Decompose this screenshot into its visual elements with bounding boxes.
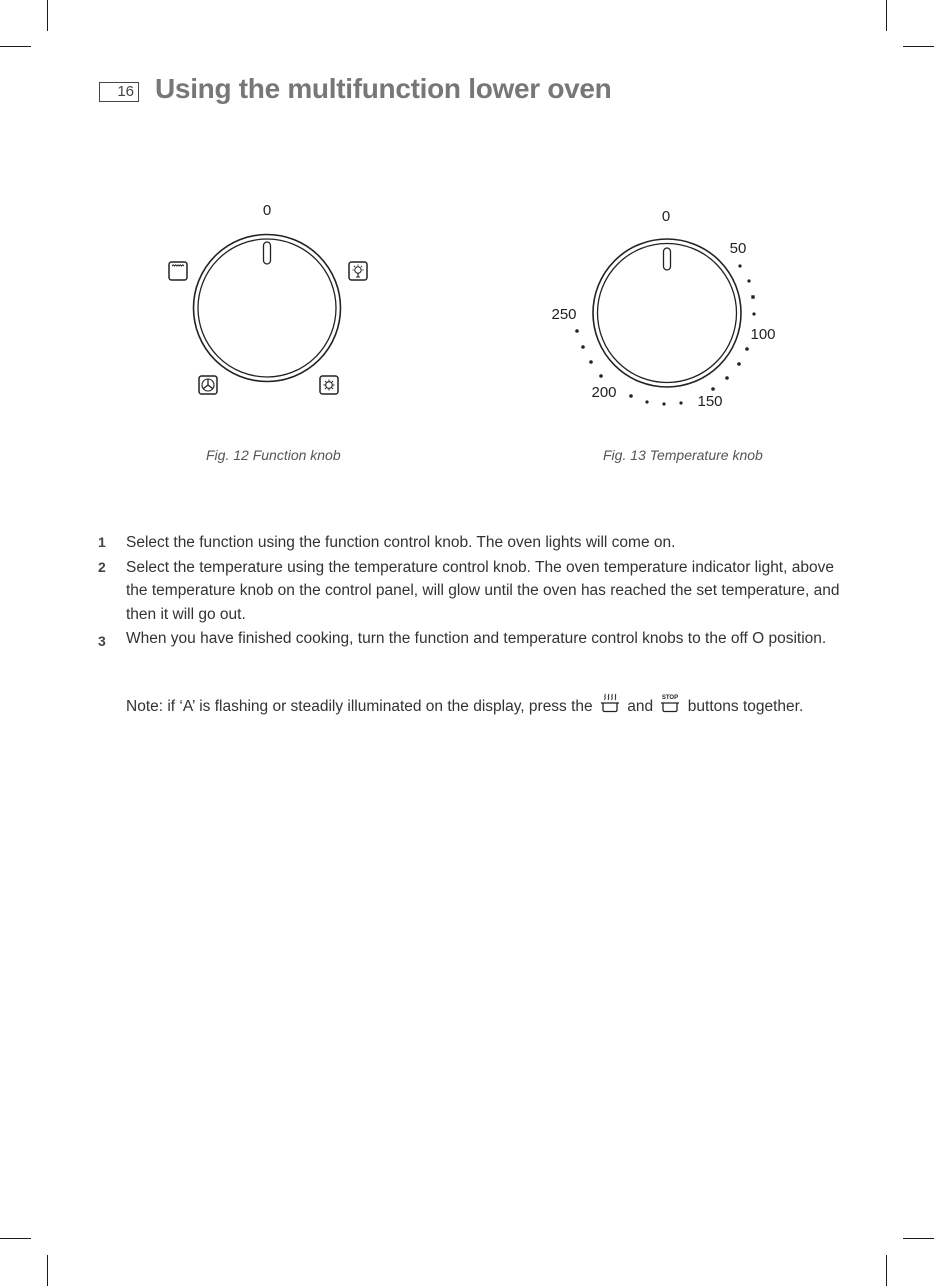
crop-mark xyxy=(886,1255,887,1286)
cooking-time-button-icon xyxy=(599,692,621,714)
oven-top-heat-icon xyxy=(169,262,187,280)
temperature-knob xyxy=(551,208,775,410)
temperature-label: 250 xyxy=(551,306,577,323)
list-item xyxy=(98,556,858,627)
temperature-label: 100 xyxy=(750,326,776,343)
note-text: buttons together. xyxy=(687,698,804,715)
note-text: Note: if ‘A’ is flashing or steadily illuminated on the display, press the xyxy=(126,698,593,715)
instruction-list xyxy=(98,531,858,652)
stop-button-icon xyxy=(659,692,681,714)
step-number: 1 xyxy=(98,534,106,550)
temperature-label: 150 xyxy=(697,393,723,410)
crop-mark xyxy=(47,1255,48,1286)
step-text: When you have finished cooking, turn the function and temperature control knobs to the off O position. xyxy=(126,630,827,647)
page-title: Using the multifunction lower oven xyxy=(155,73,612,104)
knob-figures xyxy=(0,0,934,440)
step-number: 2 xyxy=(98,558,106,575)
page-number: 16 xyxy=(99,82,139,102)
light-bulb-icon xyxy=(349,262,367,280)
step-text: Select the function using the function control knob. The oven lights will come on. xyxy=(126,534,676,551)
stop-icon-label: STOP xyxy=(662,695,679,701)
knob-pointer xyxy=(664,248,671,270)
list-item xyxy=(98,627,858,651)
function-knob-caption: Fig. 12 Function knob xyxy=(206,447,341,463)
temperature-label: 50 xyxy=(729,240,747,257)
list-item xyxy=(98,531,858,555)
crop-mark xyxy=(903,1238,934,1239)
temperature-label: 0 xyxy=(661,208,671,225)
crop-mark xyxy=(0,1238,31,1239)
note-paragraph xyxy=(126,692,846,719)
fan-icon xyxy=(199,376,217,394)
knob-pointer xyxy=(264,242,271,264)
temperature-label: 200 xyxy=(591,384,617,401)
step-number: 3 xyxy=(98,633,106,649)
step-text: Select the temperature using the temperature control knob. The oven temperature indicator light, above the temperature knob on the control panel, will glow until the oven has reached the set temperature, and then it will go out. xyxy=(126,558,840,623)
temperature-knob-caption: Fig. 13 Temperature knob xyxy=(603,447,763,463)
function-zero-label: 0 xyxy=(262,202,272,219)
function-knob xyxy=(169,202,367,394)
note-text: and xyxy=(627,698,654,715)
fan-grill-icon xyxy=(320,376,338,394)
